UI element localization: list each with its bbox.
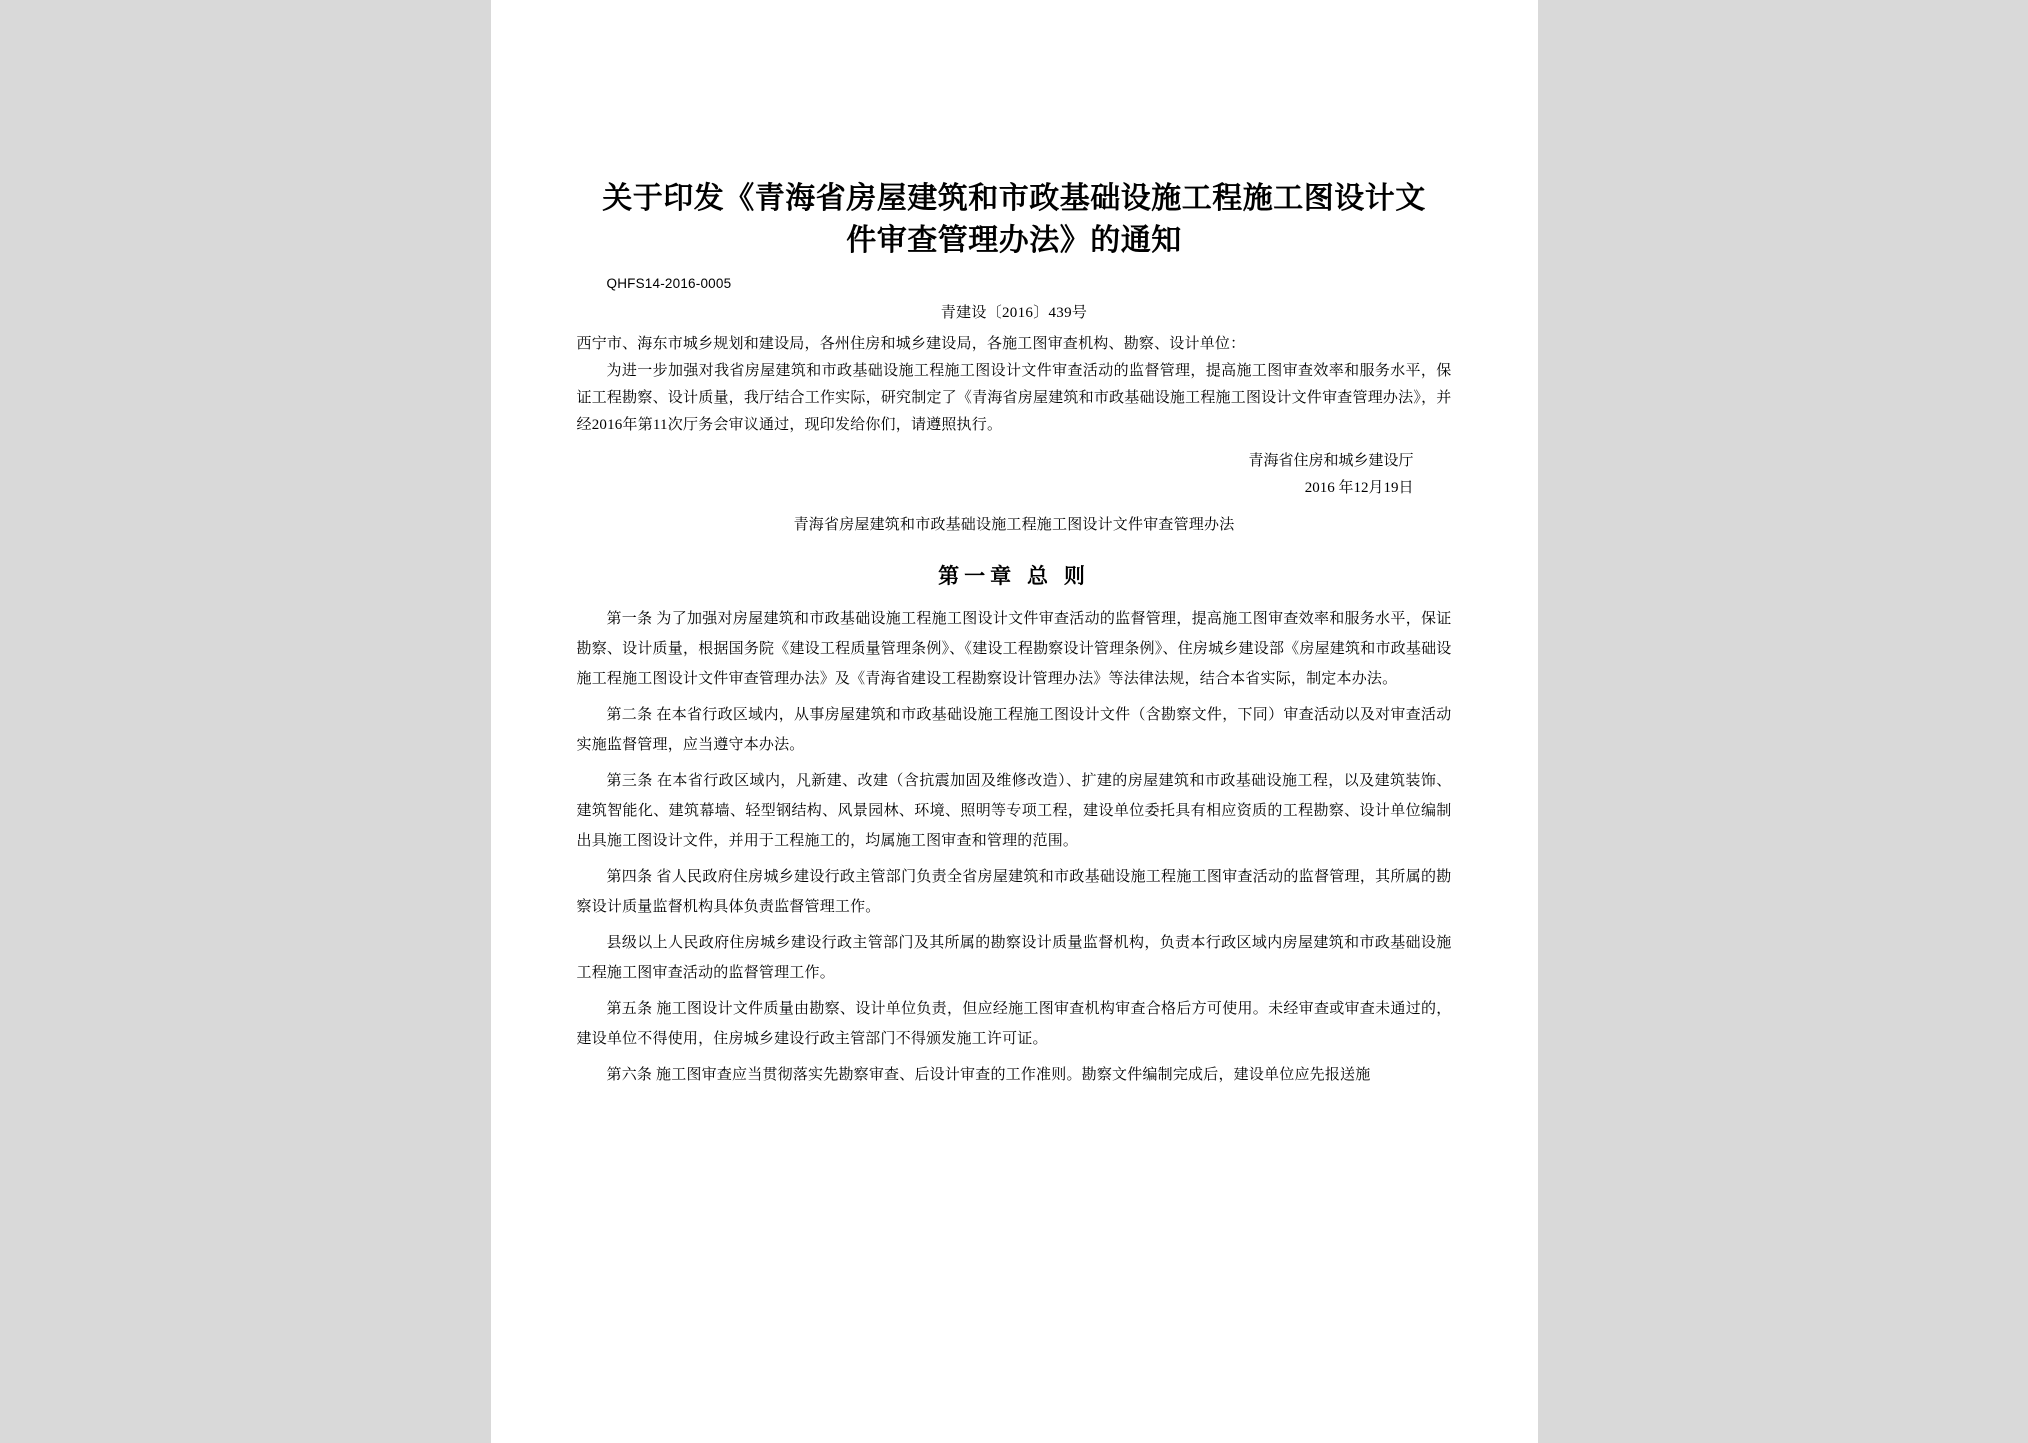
signature-block [577, 448, 1452, 502]
document-code: QHFS14-2016-0005 [606, 276, 732, 291]
issuer-name: 青海省住房和城乡建设厅 [1248, 453, 1414, 469]
article-paragraph: 第二条 在本省行政区域内，从事房屋建筑和市政基础设施工程施工图设计文件（含勘察文件，下同）审查活动以及对审查活动实施监督管理，应当遵守本办法。 [576, 707, 1452, 753]
page-title: 关于印发《青海省房屋建筑和市政基础设施工程施工图设计文件审查管理办法》的通知 [602, 182, 1426, 257]
issue-date: 2016 年12月19日 [1304, 480, 1414, 496]
document-page [491, 0, 1538, 1443]
article-paragraph: 第四条 省人民政府住房城乡建设行政主管部门负责全省房屋建筑和市政基础设施工程施工图审查活动的监督管理，其所属的勘察设计质量监督机构具体负责监督管理工作。 [576, 869, 1452, 915]
article-paragraph: 第一条 为了加强对房屋建筑和市政基础设施工程施工图设计文件审查活动的监督管理，提高施工图审查效率和服务水平，保证勘察、设计质量，根据国务院《建设工程质量管理条例》、《建设工程勘察设计管理条例》、住房城乡建设部《房屋建筑和市政基础设施工程施工图设计文件审查管理办法》及《青海省建设工程勘察设计管理办法》等法律法规，结合本省实际，制定本办法。 [576, 611, 1452, 687]
measures-subtitle: 青海省房屋建筑和市政基础设施工程施工图设计文件审查管理办法 [793, 517, 1235, 533]
article-paragraph: 第五条 施工图设计文件质量由勘察、设计单位负责，但应经施工图审查机构审查合格后方可使用。未经审查或审查未通过的，建设单位不得使用，住房城乡建设行政主管部门不得颁发施工许可证。 [576, 1001, 1452, 1047]
recipients-line: 西宁市、海东市城乡规划和建设局，各州住房和城乡建设局，各施工图审查机构、勘察、设计单位： [576, 336, 1246, 352]
intro-paragraph: 为进一步加强对我省房屋建筑和市政基础设施工程施工图设计文件审查活动的监督管理，提高施工图审查效率和服务水平，保证工程勘察、设计质量，我厅结合工作实际，研究制定了《青海省房屋建筑和市政基础设施工程施工图设计文件审查管理办法》，并经2016年第11次厅务会审议通过，现印发给你们，请遵照执行。 [576, 363, 1452, 433]
article-paragraph: 第三条 在本省行政区域内，凡新建、改建（含抗震加固及维修改造）、扩建的房屋建筑和市政基础设施工程，以及建筑装饰、建筑智能化、建筑幕墙、轻型钢结构、风景园林、环境、照明等专项工程，建设单位委托具有相应资质的工程勘察、设计单位编制出具施工图设计文件，并用于工程施工的，均属施工图审查和管理的范围。 [576, 773, 1452, 849]
chapter-heading: 第一章 总 则 [938, 565, 1090, 588]
page-content [491, 0, 1538, 1090]
article-paragraph: 县级以上人民政府住房城乡建设行政主管部门及其所属的勘察设计质量监督机构，负责本行政区域内房屋建筑和市政基础设施工程施工图审查活动的监督管理工作。 [576, 935, 1452, 981]
article-paragraph: 第六条 施工图审查应当贯彻落实先勘察审查、后设计审查的工作准则。勘察文件编制完成后，建设单位应先报送施 [606, 1067, 1371, 1083]
document-number: 青建设〔2016〕439号 [940, 305, 1088, 321]
